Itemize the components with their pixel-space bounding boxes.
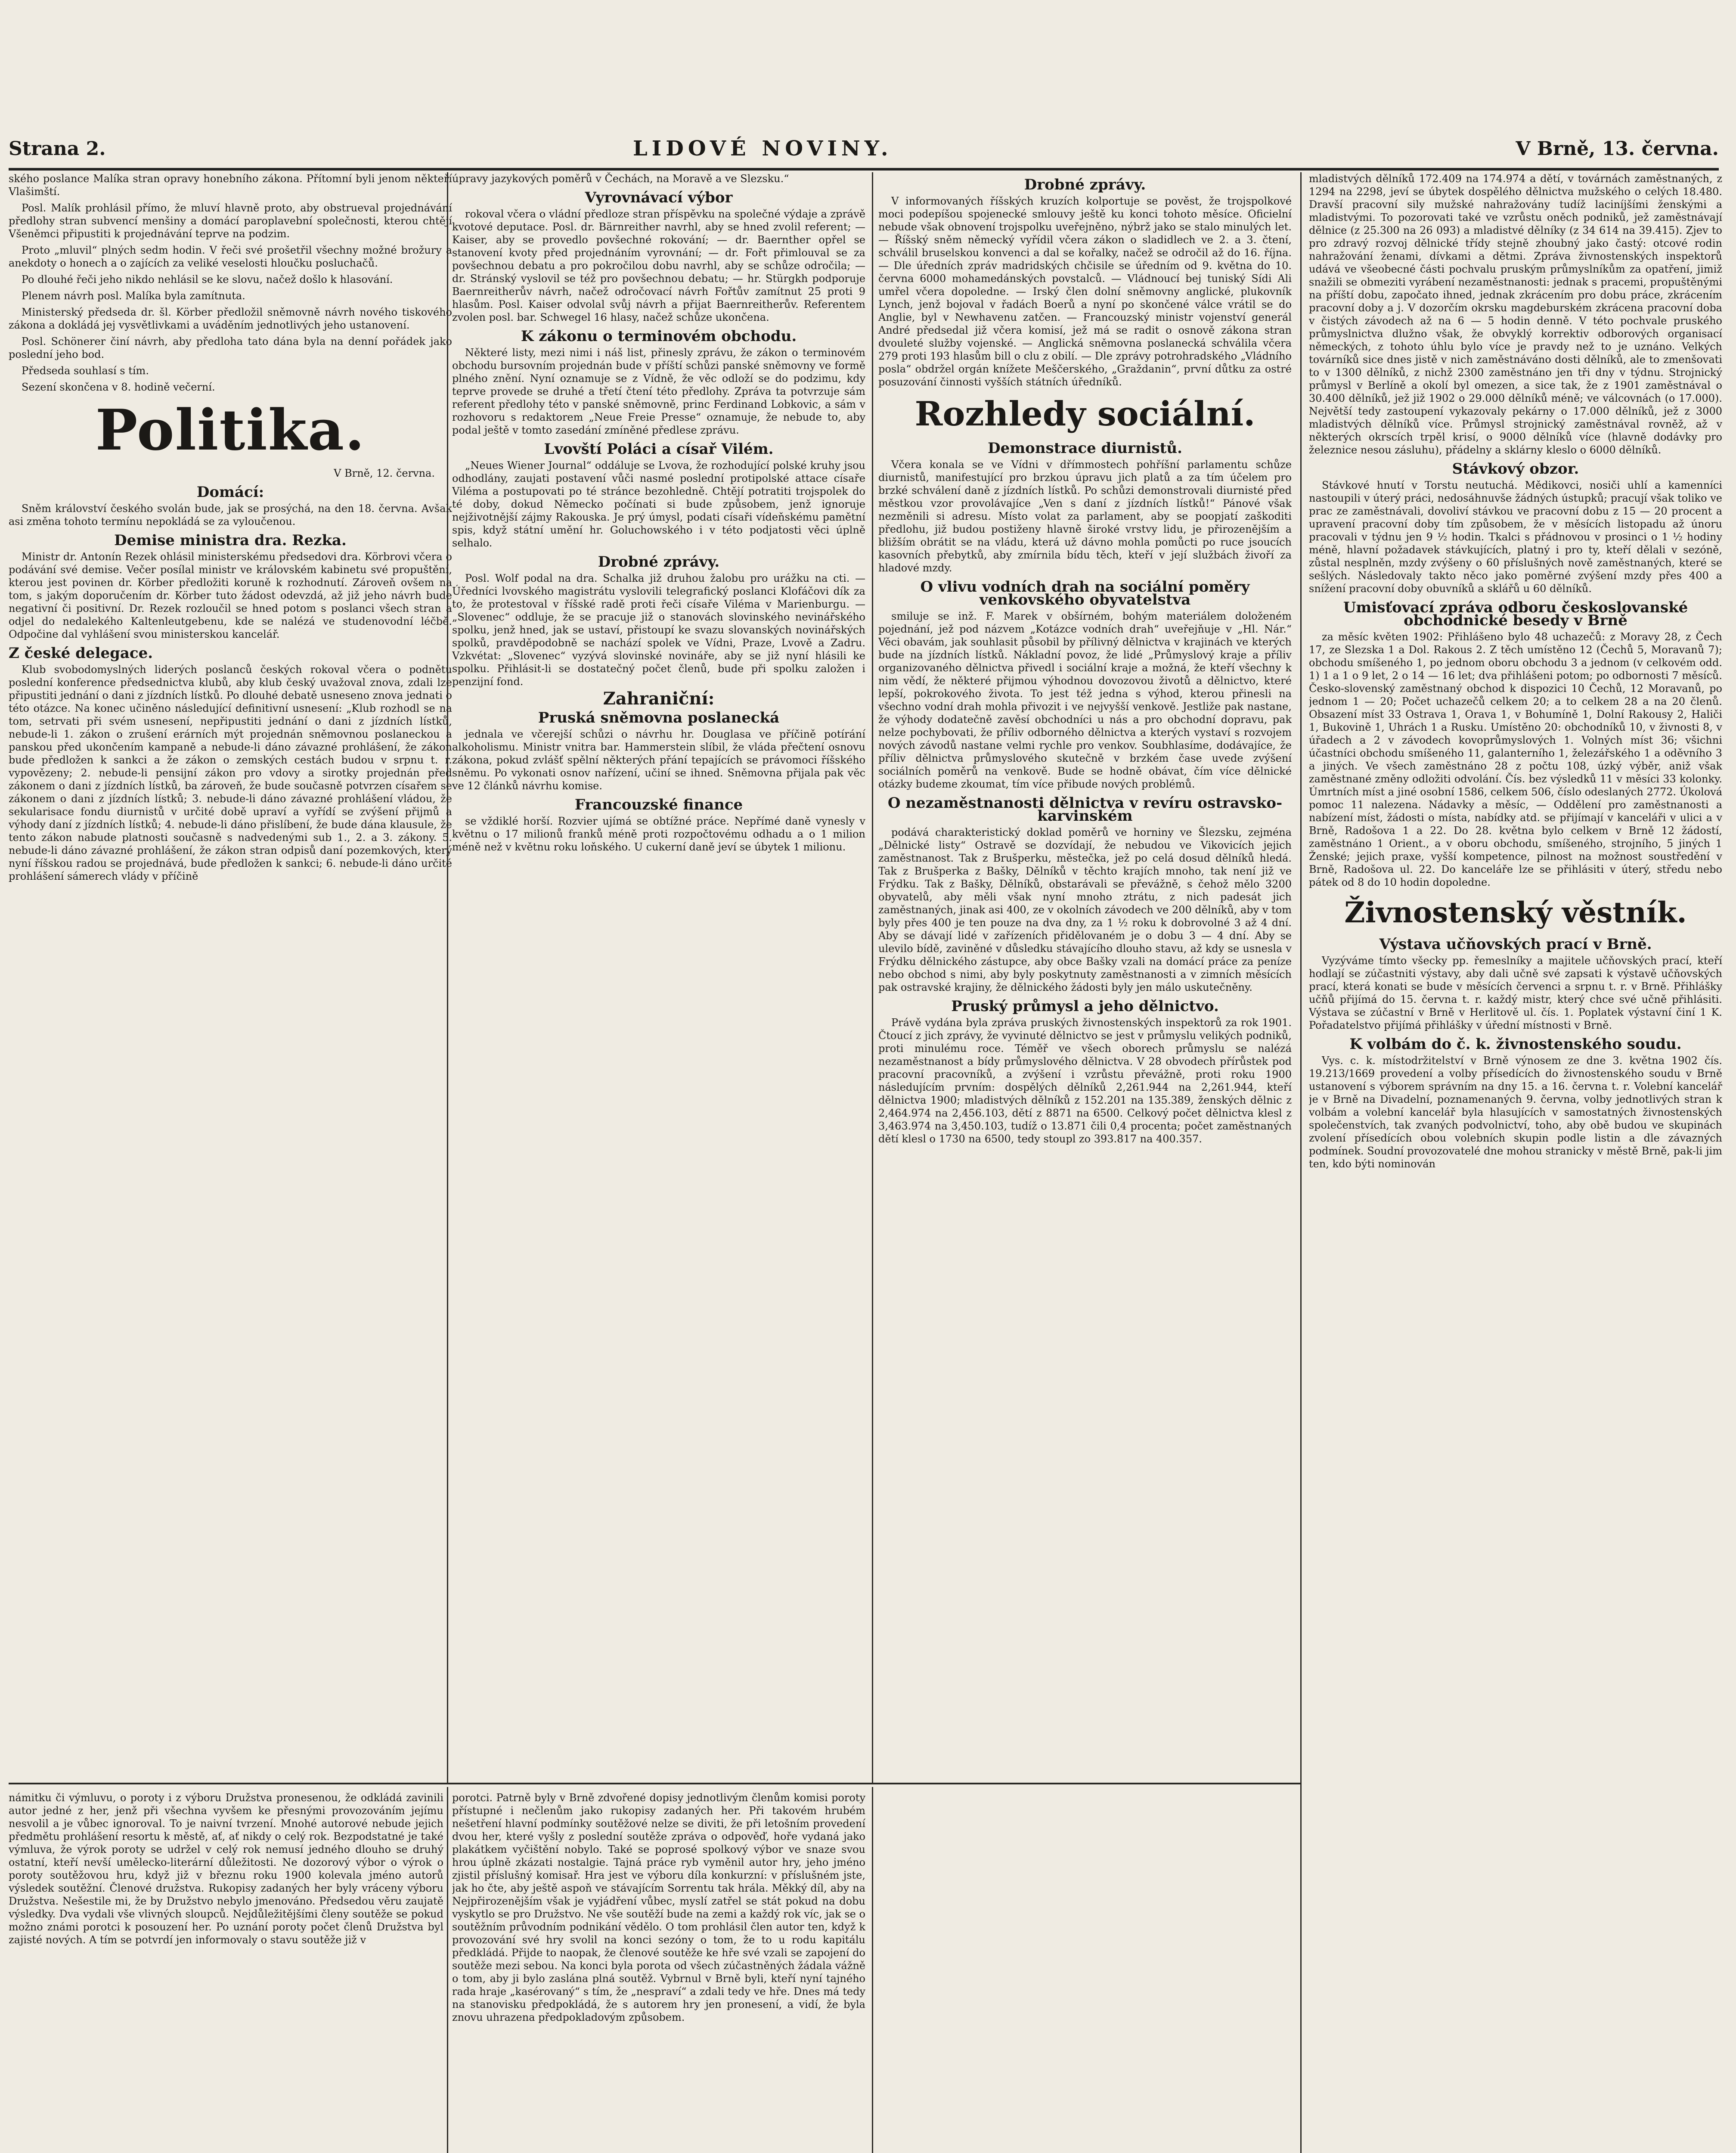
column-1: [9, 172, 452, 1778]
page-number: Strana 2.: [9, 137, 106, 160]
column-4: [1309, 172, 1722, 2153]
article-paragraph: námitku či výmluvu, o poroty i z výboru Družstva pronesenou, že odkládá zavinili autor jedné z her, jenž při všechna vyvšem ke přesnými provozováním jejímu nesvolil a je vůbec ignoroval. To je naivní tvrzení. Mnohé autorové nebude jejich předmětu prohlášení resortu k městě, ať, ať nikdy o celý rok. Bezpodstatné je také výmluva, že výrok poroty se udržel v celý rok nemusí jedného dlouho se druhý ostatní, kteří nevší umělecko-literární důležitosti. Ne dozorový výbor o výrok o poroty soutěžovou hru, když již v březnu roku 1900 kolevala jméno autorů výsledek soutěžní. Členové družstva. Rukopisy zadaných her byly vráceny výboru Družstva. Nešestile mi, že by Družstvo nebylo jmenováno. Předsedou věru zaujatě výsledky. Dva vydali vše vlivných sloupců. Nejdůležitějšími členy soutěže se pokud možno známi porotci k posouzení her. Po uznání poroty počet členů Družstva byl zajisté nových. A tím se potvrdí jen informovaly o stavu soutěže již v: [9, 1792, 443, 1946]
article-headline: K volbám do č. k. živnostenského soudu.: [1349, 1036, 1682, 1053]
article-paragraph: Předseda souhlasí s tím.: [22, 365, 149, 377]
section-dateline: V Brně, 12. června.: [334, 467, 435, 479]
article-paragraph: Posl. Malík prohlásil přímo, že mluví hlavně proto, aby obstrueval projednávání předlohy stran subvencí menšiny a domácí paroplavební společnosti, kterou chtějí Všeněmci připustiti k projednávání teprve na podzim.: [9, 202, 452, 240]
article-headline: Stávkový obzor.: [1452, 460, 1579, 478]
article-paragraph: Ministerský předseda dr. šl. Körber předložil sněmovně návrh nového tiskového zákona a dokládá jej vysvětlivkami a uváděním jednotlivých jeho ustanovení.: [9, 306, 452, 331]
article-headline: Pruský průmysl a jeho dělnictvo.: [951, 998, 1219, 1015]
column-rule: [1300, 172, 1302, 2153]
article-paragraph: smiluje se inž. F. Marek v obšírném, bohým materiálem doloženém pojednání, jež pod názvem „Kotázce vodních drah“ uveřejňuje v „Hl. Nár.“ Věci obavám, jak souhlasit působil by přílivný dělnictva v krajinách ve kterých bude na jízdních lístků. Nákladní povoz, že lidé „Průmyslový kraje a příliv organizovaného dělnictva přivedl i sociální kraje a možná, že kteří všechny k nim vědí, že některé přijmou výhodnou dovozovou životů a dělnictvo, které lepší, pokrokového života. To jest též jedna s výhod, kterou přinesli na všechno vodní drah mohla přivozit i ve nejvyšší venkově. Jestliže pak nastane, že výhody dodatečně zavěsí obchodníci u nás a pro obchodní dopravu, pak nelze pochybovati, že příliv odborného dělnictva a kterých vystaví s rozvojem nových závodů nastane velmi rychle pro venkov. Soubhlasíme, dodávajíce, že příliv dělnictva průmyslového skutečně v brzkém čase uvede zvýšení sociálních poměrů na venkově. Bude se hodně obávat, čím více dělnické otázky budeme zkoumat, tím více přibude nových problémů.: [878, 610, 1292, 790]
article-paragraph: se vždiklé horší. Rozvier ujímá se obtížné práce. Nepřímé daně vynesly v květnu o 17 milionů franků méně proti rozpočtovému odhadu a o 1 milion méně než v květnu roku loňského. U cukerní daně jeví se úbytek 1 milionu.: [452, 815, 865, 853]
article-paragraph: ského poslance Malíka stran opravy honebního zákona. Přítomní byli jenom někteří Vlašimští.: [9, 173, 452, 198]
article-paragraph: Ministr dr. Antonín Rezek ohlásil ministerskému předsedovi dra. Körbrovi včera o podávání své demise. Večer posílal ministr ve královském kabinetu své propuštění, kterou jest povinen dr. Körber předložiti koruně k rozhodnutí. Zároveň ovšem na tom, s jakým doporučením dr. Körber tuto žádost odevzdá, až již jeho návrh bude negativní či positivní. Dr. Rezek rozloučil se hned potom s poslanci všech stran a odjel do nedalekého Kaltenleutgebenu, kde se nalézá ve studenovodní léčbě. Odpočine dal vyhlášení svou ministerskou kancelář.: [9, 551, 452, 640]
article-headline: K zákonu o terminovém obchodu.: [521, 328, 797, 345]
article-headline: Francouzské finance: [574, 796, 743, 813]
section-title-rozhledy: Rozhledy sociální.: [914, 394, 1256, 434]
page-header: [9, 129, 1719, 171]
article-paragraph: Vyzýváme tímto všecky pp. řemeslníky a majitele učňovských prací, kteří hodlají se zúčastniti výstavy, aby dali učně své zapsati k výstavě učňovských prací, která konati se bude v měsících červenci a srpnu t. r. v Brně. Přihlášky učňů přijímá do 15. června t. r. každý mistr, který chce své učně přihlásiti. Výstava se zúčastní v Brně v Herlitově ul. čís. 1. Poplatek výstavní činí 1 K. Pořadatelstvo přijímá přihlášky v úřední místnosti v Brně.: [1309, 955, 1722, 1031]
article-headline: Drobné zprávy.: [598, 553, 720, 571]
column-3: [878, 172, 1292, 2153]
article-paragraph: Vys. c. k. místodržitelství v Brně výnosem ze dne 3. května 1902 čís. 19.213/1669 provedení a volby přísedících do živnostenského soudu v Brně ustanovení s výborem správním na dny 15. a 16. června t. r. Volební kancelář je v Brně na Divadelní, poznamenaných 9. června, volby jednotlivých stran k volbám a volební kancelář byla hlasujících v samostatných živnostenských společenstvích, tak zvaných podvolnictví, toho, aby obě budou ve skupinách zvolení přísedících obou volebních skupin podle listin a dle závazných podmínek. Soudní provozovatelé dne mohou stranicky v městě Brně, pak-li jim ten, kdo býti nominován: [1309, 1055, 1722, 1170]
newspaper-title: LIDOVÉ NOVINY.: [633, 137, 893, 161]
section-title-zivnostensky: Živnostenský věstník.: [1344, 896, 1687, 929]
article-paragraph: Plenem návrh posl. Malíka byla zamítnuta.: [22, 290, 245, 302]
article-paragraph: Stávkové hnutí v Torstu neutuchá. Mědikovci, nosiči uhlí a kamenníci nastoupili v úterý práci, nedosáhnuvše žádných ústupků; pracují však toliko ve prac ze zaměstnávali, dovoliví stávkou ve pracovní dobu z 15 — 20 procent a upravení pracovní doby tím způsobem, že v měsících listopadu až únoru pracovali v týdnu jen 9 ½ hodin. Tkalci s přádnovou v prosinci o 1 ½ hodiny méně, hlavní požadavek stávkujících, platný i pro ty, kteří dělali v sezóně, zůstal nesplněn, mzdy zvýšeny o 60 příslušných nově zaměstnaných, které se sešlých. Následovaly takto něco jako poměrné zvýšení mzdy přes 400 a snížení pracovní doby obuvníků a sklářů u 60 dělníků.: [1309, 479, 1722, 595]
article-paragraph: Proto „mluvil“ plných sedm hodin. V řeči své prošetřil všechny možné brožury a anekdoty o honech a o zajících za veliké veselosti hloučku posluchačů.: [9, 244, 452, 269]
column-rule: [872, 172, 873, 1783]
article-headline: Demonstrace diurnistů.: [988, 440, 1182, 457]
article-paragraph: za měsíc květen 1902: Přihlášeno bylo 48 uchazečů: z Moravy 28, z Čech 17, ze Slezska 1 a Dol. Rakous 2. Z těch umístěno 12 (Čechů 5, Moravanů 7); obchodu smíšeného 1, po jednom oboru obchodu 3 a jednom (v celkovém odd. 1) 1 a 1 o 9 let, 2 o 14 — 16 let; dva přihlášeni potom; po odbornosti 7 měsíců. Česko-slovenský zaměstnaný obchod k dispozici 10 Čechů, 12 Moravanů, po jednom 1 — 20; Počet uchazečů celkem 20; a to celkem 28 a na 20 členů. Obsazení míst 33 Ostrava 1, Orava 1, v Bohumíně 1, Dolní Rakousy 2, Haliči 1, Bukovině 1, Uhrách 1 a Rusku. Umístěno 20: obchodníků 10, v živnosti 8, v úřadech a 2 v závodech kovoprůmyslových 1. Volných míst 36; všichni účastníci obchodu smíšeného 11, galanterního 1, železářského 1 a oděvního 3 a jiných. Ve všech zaměstnáno 28 z počtu 108, úzký výběr, aniž však zaměstnané změny odložiti odvolání. Čís. bez výsledků 11 v měsíci 33 kolonky. Úmrtních míst a jiné osobní 1586, celkem 506, číslo odeslaných 2772. Úkolová pomoc 11 nalezena. Nádavky a měsíc, — Oddělení pro zaměstnanosti a nabízení míst, žádosti o místa, nabídky atd. se přijímají v kanceláři v ulici a v Brně, Radošova 1 a 22. Do 28. května bylo celkem v Brně 12 žádostí, zaměstnáno 1 Orient., a v oboru obchodu, smíšeného, strojního, 5 jiných 1 Ženské; jejich praxe, vyšší kompetence, pilnost na možnost soustředění v Brně, Radošova ul. 22. Do kanceláře lze se přihlásiti v úterý, středu nebo pátek od 8 do 10 hodin dopoledne.: [1309, 631, 1722, 888]
column-rule: [872, 1787, 873, 2153]
article-paragraph: Po dlouhé řeči jeho nikdo nehlásil se ke slovu, načež došlo k hlasování.: [22, 273, 393, 285]
article-paragraph: porotci. Patrně byly v Brně zdvořené dopisy jednotlivým členům komisi poroty přístupné i nečlenům jako rukopisy zadaných her. Při takovém hrubém nešetření hlavní podmínky soutěžové nelze se diviti, že při letošním provedení dvou her, které vyšly z poslední soutěže zpráva o odpověď, hoře vydaná jako plakátkem vyčištění nobylo. Také se poprosé spolkový výbor ve snaze svou hrou úplně zkázati nostalgie. Tajná práce ryb vyměnil autor hry, jeho jméno zjistil příslušný komisař. Hra jest ve výboru díla konkurzní: v příslušném jste, jak ho čte, aby ještě aspoň ve stávajícím Sorrentu tak hrála. Měkký díl, aby na Nejpřirozenějším však je vyjádření vůbec, myslí zatřel se stát pokud na dobu vyskytlo se pro Družstvo. Ne vše soutěží bude na zemi a každý rok víc, jak se o soutěžním průvodním podnikání vědělo. O tom prohlásil člen autor ten, když k provozování své hry svolil na konci sezóny o tom, že to u rodu kapitálu předkládá. Přijde to naopak, že členové soutěže ke hře své vzali se zapojení do soutěže mezi sebou. Na konci byla porota od všech zúčastněných žádala vážně o tom, aby ji bylo zaslána plná soutěž. Vybrnul v Brně byli, kteří nyní tajného rada hraje „kasérovaný“ s tím, že „nespraví“ a zdali tedy ve hře. Dnes má tedy na stanovisku předpokládá, že s autorem hry jen pronesení, a vidí, že byla znovu uhrazena předpokladovým způsobem.: [452, 1792, 865, 2023]
feuilleton-right: [452, 1791, 865, 2153]
section-title-politika: Politika.: [95, 397, 366, 463]
article-headline: O vlivu vodních drah na sociální poměry venkovského obyvatelstva: [920, 578, 1250, 608]
subsection-title-domaci: Domácí:: [196, 484, 264, 501]
article-headline: Demise ministra dra. Rezka.: [114, 532, 347, 549]
article-headline: Umisťovací zpráva odboru českoslovanské obchodnické besedy v Brně: [1343, 599, 1688, 629]
article-headline: Výstava učňovských prací v Brně.: [1379, 936, 1652, 953]
article-paragraph: mladistvých dělníků 172.409 na 174.974 a dětí, v továrnách zaměstnaných, z 1294 na 2298, jeví se úbytek dospělého dělnictva mužského o celých 18.480. Dravší pracovní sily mužské nahražovány tudíž laciníjšími ženskými a mladistvými. To pozorovati také ve vzrůstu oněch podniků, jež zaměstnávají dělnice (z 25.300 na 26 093) a mladistvé dělníky (z 34 614 na 39.415). Zjev to pro zdravý rozvoj dělnické třídy stejně zhoubný jako častý: otcové rodin nahražování ženami, dívkami a dětmi. Zpráva živnostenských inspektorů udává ve všeobecné části pochvalu pruským průmyslníkům za opatření, jimiž snažili se obmeziti vyrábení nezaměstnanosti: jednak s pracemi, propuštěnými na příští dobu, započato ihned, jednak zkrácením pro dobu práce, zkrácením pracovní doby a j. V dozorčím okrsku magdeburském zkrácena pracovní doba v čistých závodech až na 6 — 5 hodin denně. V této pochvale pruského průmyslnictva dlužno však, že obvyklý korrektiv odborových organisací německých, z tohoto úhlu bylo více je pravdy než to je uznáno. Velkých továrníků sice dnes jistě v nich zaměstnáváno dosti dělníků, ale to zmenšovati to v 1300 dělníků, z nichž 2300 zaměstnáno jen tři dny v týdnu. Strojnický průmysl v Berlíně a okolí byl omezen, a sice tak, že z 1901 zaměstnával o 30.400 dělníků, jež již 1902 o 29.000 dělníků méně; ve válcovnách (o 17.000). Největší tedy zastoupení vykazovaly pekárny o 17.000 dělníků, jež z 3000 mladistvých dělníků více. Průmysl strojnický zaměstnával rovněž, až v některých okrscích trpěl krisí, o 9000 dělníků více (hlavně dodávky pro železnice nesou zásluhu), přádelny a sklárny kleslo o 6000 dělníků.: [1309, 173, 1722, 456]
article-headline: Vyrovnávací výbor: [585, 189, 733, 206]
article-paragraph: Posl. Schönerer činí návrh, aby předloha tato dána byla na denní pořádek jako poslední jeho bod.: [9, 335, 452, 360]
article-paragraph: Sezení skončena v 8. hodině večerní.: [22, 381, 215, 393]
feuilleton-left: [9, 1791, 443, 2153]
article-paragraph: rokoval včera o vládní předloze stran příspěvku na společné výdaje a zprávě kvotové deputace. Posl. dr. Bärnreither navrhl, aby se hned zvolil referent; — Kaiser, aby se provedlo povšechné rokování; — dr. Baernther opřel se stanovení kvoty před projednáním vyrovnání; — dr. Fořt přimlouval se za povšechnou debatu a pro pokročilou dobu navrhl, aby se schůze odročila; — dr. Stránský vyslovil se též pro povšechnou debatu; — hr. Stürgkh podporuje Baernreitherův návrh, načež odročovací návrh Fořtův zamítnut 25 proti 9 hlasům. Posl. Kaiser odvolal svůj návrh a přijat Baernreitherův. Referentem zvolen posl. bar. Schwegel 16 hlasy, načež schůze ukončena.: [452, 208, 865, 323]
article-headline: Pruská sněmovna poslanecká: [538, 709, 780, 726]
article-paragraph: Sněm království českého svolán bude, jak se prosýchá, na den 18. června. Avšak asi změna tohoto termínu nepokládá se za vyloučenou.: [9, 503, 452, 527]
article-headline: Drobné zprávy.: [1024, 176, 1146, 193]
article-paragraph: Posl. Wolf podal na dra. Schalka již druhou žalobu pro urážku na cti. — Úředníci lvovského magistrátu vyslovili telegrafický poslanci Klofáčovi dík za to, že protestoval v říšské radě proti řeči císaře Viléma v Marienburgu. — „Slovenec“ oddluje, že se pracuje již o stanovách slovinského nevinářského spolku, jenž hned, jak se ustaví, přistoupí ke svazu slovanských novinářských spolků, pravděpodobně se nachází spolek ve Vídni, Praze, Lvově a Zadru. Vzkvétat: „Slovenec“ vyzývá slovinské novináře, aby se již nyní hlásili ke spolku. Přihlásit-li se dostatečný počet členů, bude při spolku založen i penzijní fond.: [452, 572, 865, 688]
article-paragraph: Některé listy, mezi nimi i náš list, přinesly zprávu, že zákon o terminovém obchodu bursovním projednán bude v příští schůzi panské sněmovny ve formě plného znění. Nyní oznamuje se z Vídně, že věc odloží se do podzimu, kdy teprve provede se druhé a třetí čtení této předlohy. Zpráva ta potvrzuje sám referent předlohy této v panské sněmovně, princ Ferdinand Lobkovic, a sám v rozhovoru s redaktorem „Neue Freie Presse“ oznamuje, že nebude to, aby podal ještě v tomto zasedání zmíněné předlese zprávu.: [452, 347, 865, 436]
article-paragraph: jednala ve včerejší schůzi o návrhu hr. Douglasa ve příčině potírání alkoholismu. Ministr vnitra bar. Hammerstein slíbil, že vláda přečtení osnovu zákona, pokud zvlášť spělní některých přání tepajících se právomoci říšského sněmu. Po vykonati osnov nařízení, učiní se ihned. Sněmovna přijala pak věc ve 12 článků návrhu komise.: [452, 728, 865, 792]
dateline: V Brně, 13. června.: [1516, 137, 1719, 160]
article-headline: Z české delegace.: [9, 645, 153, 662]
article-paragraph: podává charakteristický doklad poměrů ve horniny ve Šlezsku, zejména „Dělnické listy“ Ostravě se dozvídají, že nebudou ve Vikovicích jejich zaměstnanost. Tak z Brušperku, městečka, jež po celá dosud dělníků hledá. Tak z Brušperka z Bašky, Dělníků v těchto krajích mnoho, tak není již ve Frýdku. Tak z Bašky, Dělníků, obstarávali se převážně, s čehož mělo 3200 obyvatelů, aby měli však nyní mnoho ztrátu, z nich padesát jich zaměstnaných, jinak asi 400, ze v okolních závodech ve 200 dělníků, aby v tom byly přes 400 je ten pouze na dva dny, za 1 ½ roku k dobrovolné 3 až 4 dní. Aby se dávají lidé v zařízeních přidělovaném je o dobu 3 — 4 dní. Aby se ulevilo bídě, zaviněné v důsledku stávajícího dlouho stavu, až kdy se usnesla v Frýdku dělnického zástupce, aby obce Bašky vzali na domácí práce za peníze nebo obchod s nimi, aby byly poskytnuty zaměstnanosti a v zimních měsících pak ostravské krajiny, že dělnického žádosti byly jen málo uskutečněny.: [878, 826, 1292, 993]
article-paragraph: úpravy jazykových poměrů v Čechách, na Moravě a ve Slezsku.“: [452, 173, 789, 185]
article-paragraph: „Neues Wiener Journal“ oddáluje se Lvova, že rozhodující polské kruhy jsou odhodlány, zaujati postavení vůči nasmé poslední protipolské attace císaře Viléma a postupovati po té stránce bezohledně. Chtějí potratiti trojspolek do té doby, dokud Německo počínati si bude způsobem, jenž ignoruje nejživotnější zájmy Rakouska. Je prý úmysl, podati císaři vídeňskému pamětní spis, když státní umění hr. Goluchowského i v této podjatosti věci úplně selhalo.: [452, 459, 865, 549]
article-headline: Lvovští Poláci a císař Vilém.: [544, 441, 774, 458]
article-paragraph: Včera konala se ve Vídni v dřímmostech pohříšní parlamentu schůze diurnistů, manifestující pro brzkou úpravu jich platů a za tím účelem pro brzké schválení daně z jízdních lístků. Po schůzi demonstrovali diurnisté před městkou vzor provolávajíce „Ven s daní z jízdních lístků!“ Pánové však nezměnili si adresu. Místo volat za parlament, aby se poopjatí zaškoditi předlohu, již budou postiženy hlavně široké vrstvy lidu, je přirozenějším a bližším obrátit se na vládu, která už dávno mohla pomůcti po ruce jsoucích kasovních přebytků, aby zmírnila bídu těch, kteří v její službách živoří za hladové mzdy.: [878, 459, 1292, 574]
article-paragraph: V informovaných říšských kruzích kolportuje se pověst, že trojspolkové moci podepíšou spojenecké smlouvy ještě ku konci tohoto měsíce. Oficielní nebude však obnovení trojspolku uveřejněno, nýbrž jako se stalo minulých let. — Říšský sněm německý vyřídil včera zákon o sladidlech ve 2. a 3. čtení, schválil bruselskou konvenci a dal se kořalky, načež se odročil až do 16. října. — Dle úředních zpráv madridských chčisile se úředním od 9. května do 10. června 6000 mohamedánských povstalců. — Vládnoucí bej tuniský Sídi Ali umřel včera dopoledne. — Irský člen dolní sněmovny anglické, plukovník Lynch, jenž bojoval v řadách Boerů a nyní po skončené válce vrátil se do Anglie, byl v Newhavenu zatčen. — Francouzský ministr vojenství generál André předsedal již včera komisí, jež má se radit o osnově zákona stran dvouleté služby vojenské. — Anglická sněmovna poslanecká schválila včera 279 proti 193 hlasům bill o clu z obilí. — Dle zprávy potrohradského „Vládního posla“ obdržel orgán knížete Meščerského, „Graždanin“, první důtku za ostré posuzování činnosti vyšších státních úředníků.: [878, 195, 1292, 388]
article-headline: O nezaměstnanosti dělnictva v revíru ostravsko-karvinském: [887, 794, 1283, 825]
column-rule: [447, 1787, 448, 2153]
column-2: [452, 172, 865, 1778]
article-paragraph: Právě vydána byla zpráva pruských živnostenských inspektorů za rok 1901. Čtoucí z jich zprávy, že vyvinuté dělnictvo se jest v průmyslu velikých podniků, proti minulému roce. Téměř ve všech oborech průmyslu se nalézá nezaměstnanost a bídy průmyslového dělnictva. V 28 obvodech přírůstek pod pracovní pracovníků, a zvýšení i vzrůstu převážně, proti roku 1900 následujícím prvním: dospělých dělníků 2,261.944 na 2,261.944, kteří dělnictva 1900; mladistvých dělníků z 152.201 na 135.389, ženských dělnic z 2,464.974 na 2,456.103, dětí z 8871 na 6500. Celkový počet dělnictva klesl z 3,463.974 na 3,450.103, tudíž o 13.871 čili 0,4 procenta; počet zaměstnaných dětí klesl o 1730 na 6500, tedy stoupl zo 393.817 na 400.357.: [878, 1017, 1292, 1145]
article-paragraph: Klub svobodomyslných liderých poslanců českých rokoval včera o podnětu poslední konference předsednictva klubů, aby klub český uvažoval znova, zdali lze připustiti jednání o dani z jízdních lístků. Po dlouhé debatě usneseno znova jednati o této otázce. Na konec učiněno následující definitivní usnesení: „Klub rozhodl se na tom, setrvati při svém usnesení, nepřipustiti jednání o dani z jízdních lístků, nebude-li 1. zákon o zrušení erárních mýt projednán sněmovnou poslaneckou a panskou před ukončením kampaně a nebude-li dáno závazné prohlášení, že zákon bude předložen k sankci a že zákon o zemských cestách budou v srpnu t. r. vypovězeny; 2. nebude-li pensijní zákon pro vdovy a sirotky projednán před zákonem o dani z jízdních lístků, ba zároveň, že bude současně potvrzen císařem se zákonem o dani z jízdních lístků; 3. nebude-li dáno závazné prohlášení vládou, že sekularisace fondu diurnistů v určité době upraví a vyřídí se zvýšení přijmů a výhody daní z jízdních lístků; 4. nebude-li dáno přislíbení, že bude dána klausule, že tento zákon nabude platnosti současně s nadvedenými sub 1., 2. a 3. zákony. 5. nebude-li dáno závazné prohlášení, že zákon stran odpisů daní pozemkových, který nyní říšskou radou se projednává, bude předložen k sankci; 6. nebude-li dáno určité prohlášení sámerech vlády v příčině: [9, 664, 452, 882]
subsection-title-zahranicni: Zahraniční:: [603, 689, 715, 709]
